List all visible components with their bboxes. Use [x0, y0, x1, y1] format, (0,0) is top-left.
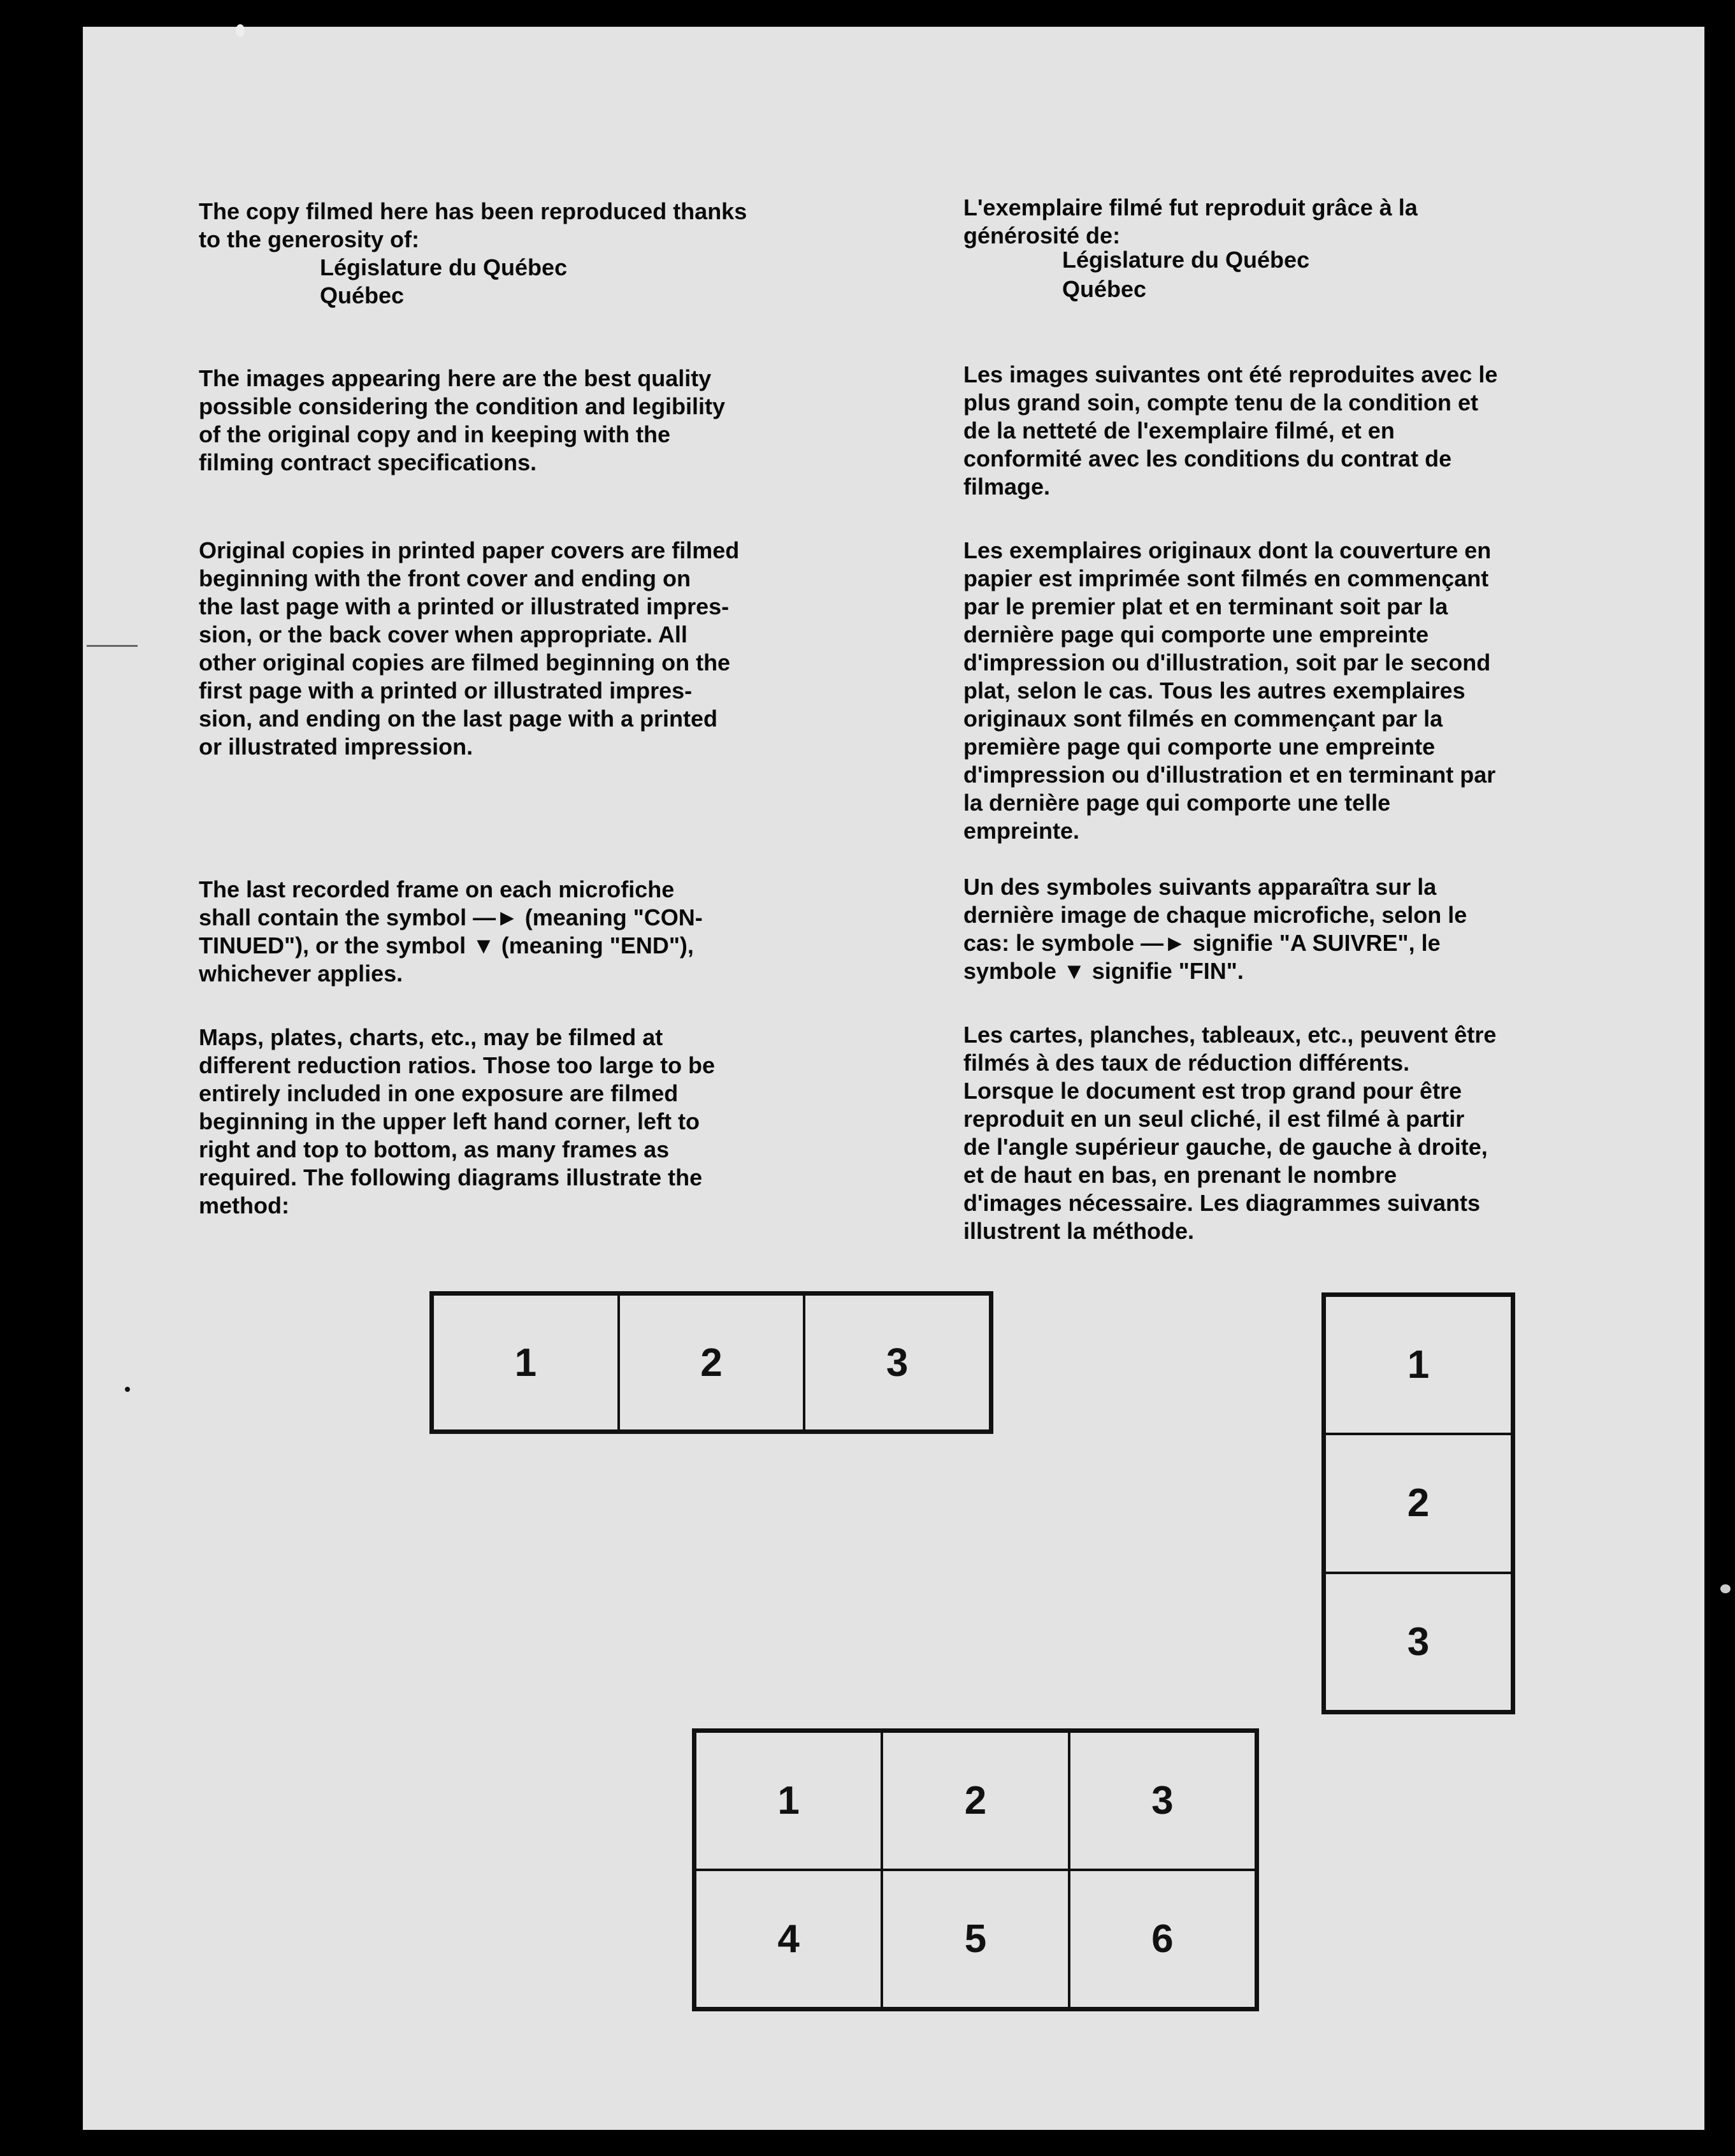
fr-quality-paragraph: Les images suivantes ont été reproduites avec le plus grand soin, compte tenu de la condition et de la netteté de l'exemplaire filmé, et en conformité avec les conditions du contrat de filmage. [963, 361, 1498, 500]
en-org-name: Législature du Québec [320, 254, 568, 280]
en-org-place: Québec [320, 282, 405, 308]
diagram-row-cell: 2 [619, 1294, 805, 1431]
en-maps-paragraph: Maps, plates, charts, etc., may be filmed at different reduction ratios. Those too large to be entirely included in one exposure are filmed beginning in the upper left hand corner, left to right and top to bottom, as many frames as required. The following diagrams illustrate the method: [199, 1024, 716, 1219]
diagram-row-cell: 1 [433, 1294, 619, 1431]
diagram-grid-cell: 6 [1069, 1870, 1256, 2008]
diagram-column-cell: 3 [1325, 1573, 1512, 1711]
diagram-grid-cell: 4 [695, 1870, 882, 2008]
en-covers-paragraph: Original copies in printed paper covers are filmed beginning with the front cover and ending on the last page with a printed or illustrated impres- sion, or the back cover when appropriate. All other original copies are filmed beginning on the first page with a printed or illustrated impres- sion, and ending on the last page with a printed or illustrated impression. [199, 537, 740, 760]
scan-line [87, 645, 138, 647]
fr-credit-intro: L'exemplaire filmé fut reproduit grâce à la générosité de: [963, 194, 1418, 249]
diagram-grid-cell: 3 [1069, 1732, 1256, 1870]
fr-covers-paragraph: Les exemplaires originaux dont la couverture en papier est imprimée sont filmés en commençant par le premier plat et en terminant soit par la dernière page qui comporte une empreinte d'impression ou d'illustration, soit par le second plat, selon le cas. Tous les autres exemplaires originaux sont filmés en commençant par la première page qui comporte une empreinte d'impression ou d'illustration et en terminant par la dernière page qui comporte une telle empreinte. [963, 537, 1496, 844]
fr-credit-place [963, 275, 1671, 303]
en-credit-org [199, 254, 836, 282]
fr-maps-paragraph: Les cartes, planches, tableaux, etc., peuvent être filmés à des taux de réduction différents. Lorsque le document est trop grand pour être reproduit en un seul cliché, il est filmé à partir de l'angle supérieur gauche, de gauche à droite, et de haut en bas, en prenant le nombre d'images nécessaire. Les diagrammes suivants illustrent la méthode. [963, 1022, 1497, 1244]
fr-credit-org [963, 246, 1671, 274]
fr-org-place: Québec [1062, 276, 1147, 302]
diagram-column-cell: 2 [1325, 1434, 1512, 1572]
diagram-grid-cell: 5 [882, 1870, 1069, 2008]
diagram-column-cell: 1 [1325, 1296, 1512, 1434]
diagram-grid-cell: 2 [882, 1732, 1069, 1870]
en-credit-intro: The copy filmed here has been reproduced thanks to the generosity of: [199, 198, 747, 252]
fr-org-name: Législature du Québec [1062, 247, 1310, 273]
diagram-grid-cell: 1 [695, 1732, 882, 1870]
en-symbols-paragraph: The last recorded frame on each microfiche shall contain the symbol —► (meaning "CON- TINUED"), or the symbol ▼ (meaning "END"), whichever applies. [199, 876, 703, 987]
diagram-column [1321, 1292, 1515, 1714]
diagram-row-cell: 3 [804, 1294, 990, 1431]
diagram-grid [692, 1728, 1259, 2011]
scan-speck [236, 24, 245, 37]
en-quality-paragraph: The images appearing here are the best quality possible considering the condition and legibility of the original copy and in keeping with the filming contract specifications. [199, 365, 726, 475]
en-credit-place [199, 282, 836, 310]
scan-speck [125, 1387, 130, 1392]
scan-speck [1720, 1584, 1731, 1593]
fr-symbols-paragraph: Un des symboles suivants apparaîtra sur la dernière image de chaque microfiche, selon le cas: le symbole —► signifie "A SUIVRE", le symbole ▼ signifie "FIN". [963, 874, 1467, 984]
diagram-row [429, 1291, 993, 1434]
